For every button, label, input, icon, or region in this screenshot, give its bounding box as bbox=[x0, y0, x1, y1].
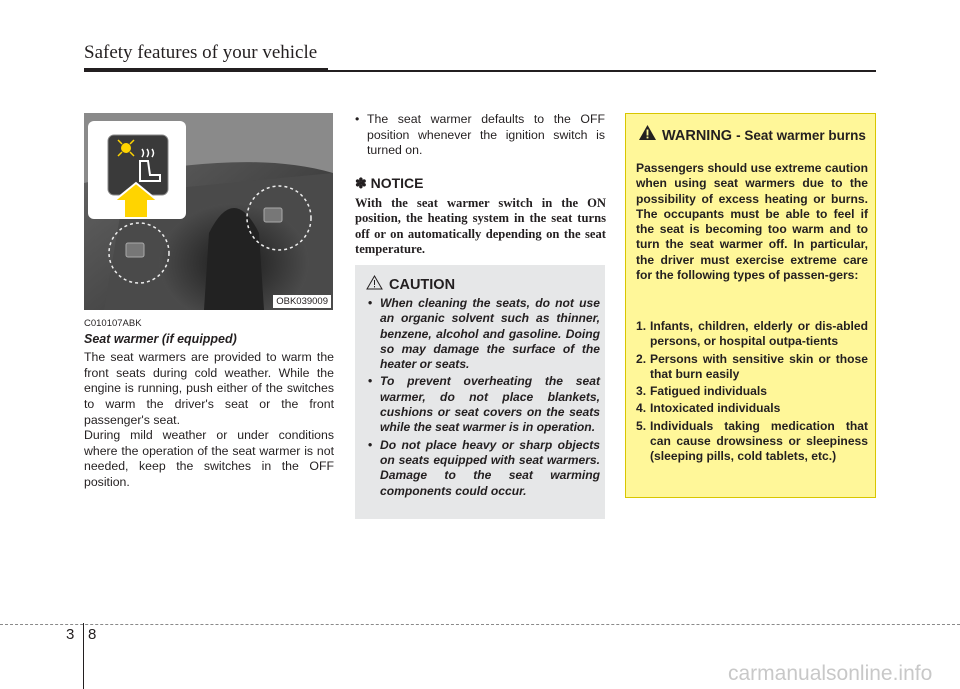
header-rule bbox=[84, 68, 328, 72]
caution-icon bbox=[366, 275, 383, 290]
section-title: Seat warmer (if equipped) bbox=[84, 332, 237, 346]
warning-intro: Passengers should use extreme caution when using seat warmers due to the possibility of excess heating or burns. The occupants must be able to feel if the seat is becoming too warm and to turn the seat warmer off. In particular, the driver must exercise extreme care for the following types of passen-gers: bbox=[636, 161, 868, 283]
console-illustration bbox=[84, 113, 333, 310]
bullet-dot: • bbox=[355, 112, 360, 126]
notice-heading: ✽ NOTICE bbox=[355, 175, 424, 191]
list-item: 3. Fatigued individuals bbox=[636, 384, 767, 399]
page-footer-rule bbox=[0, 624, 960, 625]
caution-list bbox=[366, 296, 600, 501]
list-item: • Do not place heavy or sharp objects on seats equipped with seat warmers. Damage to the seat warming components could occur. bbox=[368, 437, 600, 498]
paragraph: The seat warmers are provided to warm the front seats during cold weather. While the engine is running, push either of the switches to warm the driver's seat or the front passenger's seat. bbox=[84, 350, 334, 427]
warning-title: WARNING - Seat warmer burns bbox=[662, 128, 866, 144]
list-item: 1. Infants, children, elderly or dis-abled persons, or hospital outpa-tients bbox=[636, 319, 868, 349]
list-item: 4. Intoxicated individuals bbox=[636, 401, 781, 416]
running-header: Safety features of your vehicle bbox=[84, 42, 318, 63]
watermark: carmanualsonline.info bbox=[728, 662, 933, 685]
list-item bbox=[355, 112, 605, 159]
warning-list bbox=[636, 319, 868, 467]
seat-warmer-photo bbox=[84, 113, 333, 310]
page-number: 8 bbox=[88, 626, 97, 643]
list-item: 5. Individuals taking medication that can cause drowsiness or sleepiness (sleeping pills, cold tablets, etc.) bbox=[636, 418, 868, 464]
warning-icon bbox=[638, 124, 657, 141]
notice-body: With the seat warmer switch in the ON position, the heating system in the seat turns off or on automatically depending on the seat temperature. bbox=[355, 196, 606, 257]
figure-code: OBK039009 bbox=[273, 295, 331, 308]
section-code: C010107ABK bbox=[84, 318, 142, 329]
list-item: • To prevent overheating the seat warmer, do not place blankets, cushions or seat covers on the seats while the seat warmer is in operation. bbox=[368, 374, 600, 435]
chapter-number: 3 bbox=[66, 626, 75, 643]
list-item: • When cleaning the seats, do not use an organic solvent such as thinner, benzene, alcohol and gasoline. Doing so may damage the surface of the heater or seats. bbox=[368, 296, 600, 372]
list-item: 2. Persons with sensitive skin or those that burn easily bbox=[636, 351, 868, 381]
header-rule-thin bbox=[328, 70, 876, 72]
bullet-text: The seat warmer defaults to the OFF position whenever the ignition switch is turned on. bbox=[367, 112, 605, 158]
paragraph: During mild weather or under conditions where the operation of the seat warmer is not needed, keep the switches in the OFF position. bbox=[84, 428, 334, 490]
page-divider bbox=[83, 623, 84, 689]
caution-title: CAUTION bbox=[389, 277, 456, 293]
